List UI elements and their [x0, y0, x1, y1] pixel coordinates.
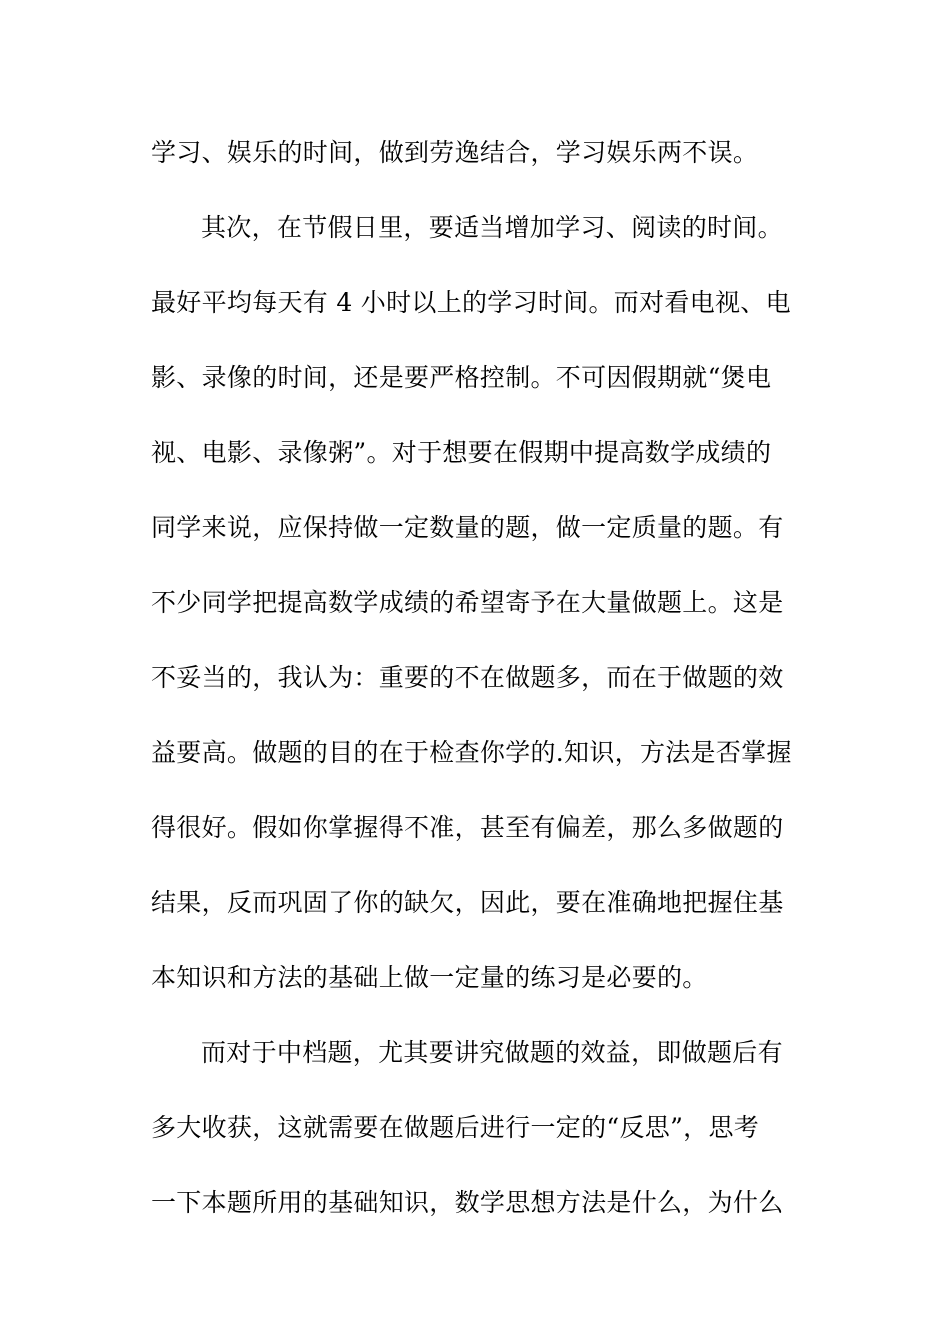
text-line: 得很好。假如你掌握得不准，甚至有偏差，那么多做题的	[151, 813, 784, 842]
paragraph-start-line: 其次，在节假日里，要适当增加学习、阅读的时间。	[201, 213, 783, 242]
text-line: 同学来说，应保持做一定数量的题，做一定质量的题。有	[151, 513, 784, 542]
text-line: 结果，反而巩固了你的缺欠，因此，要在准确地把握住基	[151, 888, 784, 917]
text-line: 本知识和方法的基础上做一定量的练习是必要的。	[151, 963, 708, 992]
text-line: 多大收获，这就需要在做题后进行一定的“反思”，思考	[151, 1113, 760, 1142]
text-line: 视、电影、录像粥”。对于想要在假期中提高数学成绩的	[151, 438, 772, 467]
text-line: 影、录像的时间，还是要严格控制。不可因假期就“煲电	[151, 363, 772, 392]
text-line: 学习、娱乐的时间，做到劳逸结合，学习娱乐两不误。	[151, 138, 759, 167]
text-line: 不少同学把提高数学成绩的希望寄予在大量做题上。这是	[151, 588, 784, 617]
text-line: 不妥当的，我认为：重要的不在做题多，而在于做题的效	[151, 663, 784, 692]
text-line: 益要高。做题的目的在于检查你学的.知识，方法是否掌握	[151, 738, 792, 767]
paragraph-start-line: 而对于中档题，尤其要讲究做题的效益，即做题后有	[201, 1038, 783, 1067]
text-line: 最好平均每天有 4 小时以上的学习时间。而对看电视、电	[151, 288, 791, 317]
text-line: 一下本题所用的基础知识，数学思想方法是什么，为什么	[151, 1188, 784, 1217]
